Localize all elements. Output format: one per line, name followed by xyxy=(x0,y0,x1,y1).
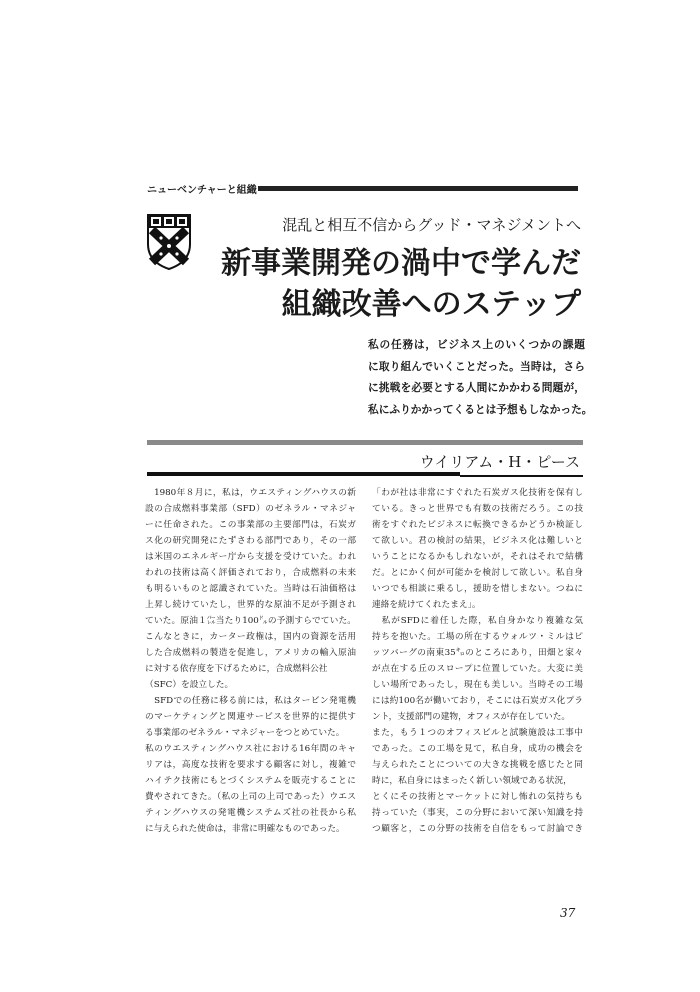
body-line: 1980年８月に，私は，ウエスティングハウスの新 xyxy=(145,488,356,498)
intro-line: に挑戦を必要とする人間にかかわる問題が， xyxy=(368,381,585,394)
section-rule xyxy=(258,186,578,191)
body-line: ティングハウスの発電機システムズ社の社長から私 xyxy=(145,808,356,818)
body-line: に対する依存度を下げるために，合成燃料公社 xyxy=(145,664,328,674)
body-line: つ顧客と，この分野の技術を自信をもって討論でき xyxy=(372,824,583,834)
body-line: （SFC）を設立した。 xyxy=(145,680,234,690)
body-line: ント，支援部門の建物，オフィスが存在していた。 xyxy=(372,712,571,722)
body-line: は米国のエネルギー庁から支援を受けていた。われ xyxy=(145,552,356,562)
body-line: した合成燃料の製造を促進し，アメリカの輸入原油 xyxy=(145,648,356,658)
shield-logo-icon xyxy=(147,214,191,270)
divider-gray xyxy=(147,440,583,445)
article-title-line-1: 新事業開発の渦中で学んだ xyxy=(221,246,581,281)
body-line: 術をすぐれたビジネスに転換できるかどうか検証し xyxy=(372,520,583,530)
body-line: ている。きっと世界でも有数の技術だろう。この技 xyxy=(372,504,583,514)
body-line: に与えられた使命は，非常に明確なものであった。 xyxy=(145,824,345,834)
body-line: しい場所であったし，現在も美しい。当時その工場 xyxy=(372,680,583,690)
body-line: こんなときに，カーター政権は，国内の資源を活用 xyxy=(145,632,356,642)
body-line: のマーケティングと関連サービスを世界的に提供す xyxy=(145,712,356,722)
intro-line: 私にふりかかってくるとは予想もしなかった。 xyxy=(368,402,593,416)
body-line: ハイテク技術にもとづくシステムを販売することに xyxy=(145,776,356,786)
intro-line: 私の任務は，ビジネス上のいくつかの課題 xyxy=(368,338,585,351)
body-column-left xyxy=(145,485,356,837)
divider-black xyxy=(147,472,460,476)
body-line: が点在する丘のスロープに位置していた。大変に美 xyxy=(372,664,583,674)
section-label: ニューベンチャーと組織 xyxy=(147,185,257,196)
body-line: 持っていた（事実，この分野において深い知識を持 xyxy=(372,808,583,818)
body-line: 時に，私自身にはまったく新しい領域である状況， xyxy=(372,776,572,786)
body-line: また，もう１つのオフィスビルと試験施設は工事中 xyxy=(372,728,583,738)
body-line: ス化の研究開発にたずさわる部門であり，その一部 xyxy=(145,536,356,546)
body-line: 設の合成燃料事業部（SFD）のゼネラル・マネジャ xyxy=(145,504,356,514)
body-line: ーに任命された。この事業部の主要部門は，石炭ガ xyxy=(145,520,356,530)
body-line: ていた。原油１㌭当たり100㌦の予測すらでていた。 xyxy=(145,616,356,626)
body-line: であった。この工場を見て，私自身，成功の機会を xyxy=(372,744,583,754)
body-line: いつでも相談に乗るし，援助を惜しまない。つねに xyxy=(372,584,583,594)
body-line: 私がSFDに着任した際，私自身かなり複雑な気 xyxy=(372,616,583,626)
body-line: 私のウエスティングハウス社における16年間のキャ xyxy=(145,744,356,754)
body-line: 上昇し続けていたし，世界的な原油不足が予測され xyxy=(145,600,356,610)
body-line: とくにその技術とマーケットに対し怖れの気持ちも xyxy=(372,792,583,802)
article-title-line-2: 組織改善へのステップ xyxy=(281,287,581,322)
body-line: SFDでの任務に移る前には，私はタービン発電機 xyxy=(145,696,356,706)
body-line: 「わが社は非常にすぐれた石炭ガス化技術を保有し xyxy=(372,488,583,498)
article-subtitle: 混乱と相互不信からグッド・マネジメントへ xyxy=(282,216,581,234)
body-line: われの技術は高く評価されており，合成燃料の未来 xyxy=(145,568,356,578)
body-line: も明るいものと認識されていた。当時は石油価格は xyxy=(145,584,356,594)
body-line: る事業部のゼネラル・マネジャーをつとめていた。 xyxy=(145,728,345,738)
body-line: て欲しい。君の検討の結果，ビジネス化は難しいと xyxy=(372,536,583,546)
body-line: いうことになるかもしれないが，それはそれで結構 xyxy=(372,552,583,562)
body-line: リアは，高度な技術を要求する顧客に対し，複雑で xyxy=(145,760,356,770)
divider-thin xyxy=(460,475,583,477)
body-line: 費やされてきた。（私の上司の上司であった）ウエス xyxy=(145,792,356,802)
body-line: 連絡を続けてくれたまえ」。 xyxy=(372,600,481,610)
body-line: ッツバーグの南東35㌔のところにあり，田畑と家々 xyxy=(372,648,583,658)
body-line: には約100名が働いており，そこには石炭ガス化プラ xyxy=(372,696,583,706)
body-line: 持ちを抱いた。工場の所在するウォルツ・ミルはピ xyxy=(372,632,583,642)
body-line: 与えられたことについての大きな挑戦を感じたと同 xyxy=(372,760,583,770)
intro-lead xyxy=(368,334,593,420)
body-line: だ。とにかく何が可能かを検討して欲しい。私自身 xyxy=(372,568,583,578)
author-name: ウイリアム・H・ピース xyxy=(419,453,580,471)
intro-line: に取り組んでいくことだった。当時は，さら xyxy=(368,359,585,373)
page-number: 37 xyxy=(560,906,576,920)
body-column-right xyxy=(372,485,583,837)
